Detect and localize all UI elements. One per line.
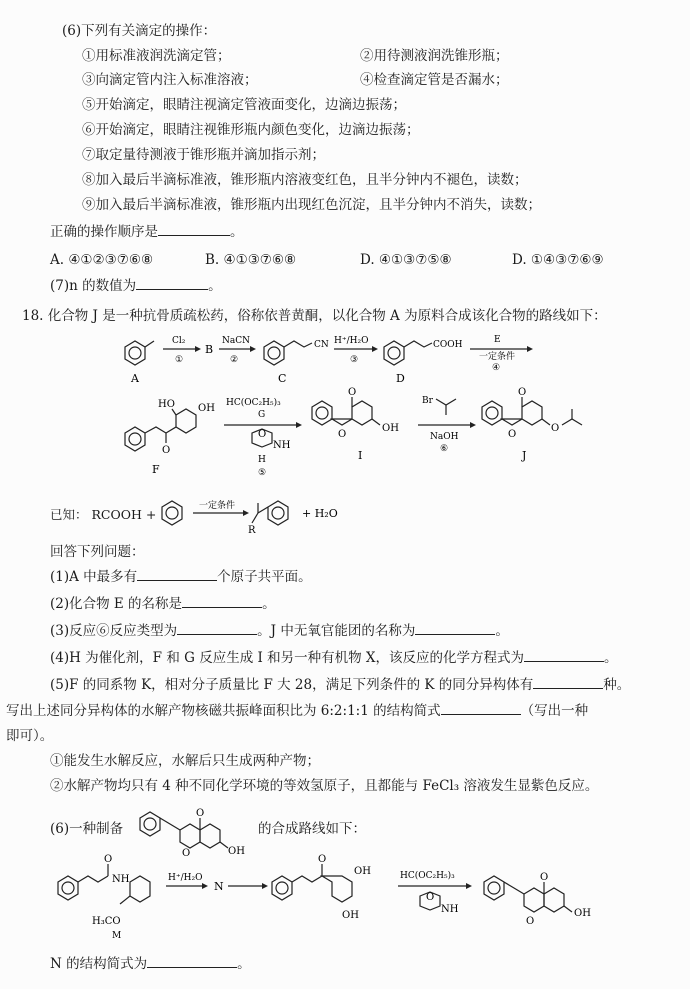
m-h3co: H₃CO — [92, 916, 121, 927]
sub5-line2-suffix: （写出一种 — [520, 703, 589, 719]
label-f: F — [152, 463, 160, 476]
known-prefix: 已知： RCOOH + — [50, 507, 157, 522]
arrow-intermediate-to-product — [398, 870, 472, 915]
answer-blank[interactable] — [533, 676, 603, 689]
reagent-br: Br — [422, 396, 433, 406]
step-4-label: ④ — [492, 363, 501, 373]
sub5-suffix: 种。 — [603, 677, 631, 693]
answer-blank[interactable] — [415, 622, 495, 635]
compound-c-structure — [264, 340, 329, 365]
ring-o: O — [338, 429, 347, 440]
intermediate-structure — [272, 854, 371, 921]
sub-question-4 — [50, 649, 618, 667]
sub3-middle: 。J 中无氧官能团的名称为 — [257, 623, 416, 639]
ketone-product-structure — [248, 501, 288, 536]
sub2-prefix: (2)化合物 E 的名称是 — [50, 596, 183, 612]
answer-blank[interactable] — [136, 277, 208, 290]
answer-blank[interactable] — [177, 622, 257, 635]
j-ring-o: O — [508, 429, 517, 440]
arrow-6 — [418, 396, 476, 454]
j-chromone-o: O — [518, 387, 527, 398]
label-j: J — [522, 449, 527, 462]
n-structure-question — [50, 955, 251, 973]
compound-f-structure — [125, 399, 215, 456]
product-ring-o: O — [526, 916, 535, 927]
cn-group: CN — [314, 340, 329, 350]
answer-blank[interactable] — [182, 595, 262, 608]
q6-choice-d: D. ①④③⑦⑥⑨ — [512, 252, 604, 268]
r-group: R — [248, 525, 256, 536]
sub4-suffix: 。 — [604, 650, 618, 666]
compound-j-structure — [482, 387, 582, 440]
morpholine-o: O — [258, 429, 267, 440]
sub3-suffix: 。 — [495, 623, 509, 639]
product-oh: OH — [574, 908, 591, 919]
answer-blank[interactable] — [137, 568, 217, 581]
sub6-prefix: (6)一种制备 — [50, 821, 124, 837]
q6-order-question: 正确的操作顺序是 。 — [50, 224, 244, 240]
label-g: G — [258, 410, 266, 420]
reagent-h-h2o-2: H⁺/H₂O — [168, 873, 203, 883]
q6-op-7: ⑦取定量待测液于锥形瓶并滴加指示剂； — [82, 147, 325, 163]
known-condition: 一定条件 — [199, 501, 236, 511]
route-row-1 — [0, 325, 690, 385]
q7-question: (7)n 的数值为 。 — [50, 278, 222, 294]
m-nh: NH — [112, 874, 130, 885]
morpholine-nh: NH — [273, 440, 291, 451]
sub1-suffix: 个原子共平面。 — [217, 569, 312, 585]
reagent-naoh: NaOH — [430, 432, 459, 442]
sub5-line3: 即可）。 — [6, 728, 54, 744]
q6-choice-c: D. ④①③⑦⑤⑧ — [360, 252, 452, 268]
reagent-cl2: Cl₂ — [172, 336, 186, 346]
step-2-label: ② — [230, 355, 239, 365]
known-suffix: + H₂O — [302, 507, 338, 520]
chromone-o: O — [348, 387, 357, 398]
q6-op-8: ⑧加入最后半滴标准液，锥形瓶内溶液变红色，且半分钟内不褪色，读数； — [82, 172, 528, 188]
target-ring-o: O — [182, 848, 191, 859]
q6-op-9: ⑨加入最后半滴标准液，锥形瓶内出现红色沉淀，且半分钟内不消失，读数； — [82, 197, 541, 213]
condition-1: ①能发生水解反应，水解后只生成两种产物； — [50, 753, 320, 769]
label-c: C — [278, 372, 287, 385]
arrow-m-to-n — [166, 873, 208, 889]
label-b: B — [205, 343, 214, 356]
arrow-3 — [334, 336, 378, 365]
reagent-h-h2o: H⁺/H₂O — [334, 336, 369, 346]
q6-op-2: ②用待测液润洗锥形瓶； — [360, 48, 509, 64]
q7-prompt: (7)n 的数值为 — [50, 278, 137, 294]
step-3-label: ③ — [350, 355, 359, 365]
sub6-route — [0, 852, 690, 944]
answer-blank[interactable] — [524, 649, 604, 662]
reagent-hc-oc2h5: HC(OC₂H₅)₃ — [226, 398, 281, 408]
condition-label: 一定条件 — [479, 352, 516, 362]
morpholine-nh-2: NH — [441, 904, 459, 915]
q6-order-prompt: 正确的操作顺序是 — [50, 224, 158, 240]
compound-a-structure — [125, 341, 154, 365]
arrow-2 — [219, 336, 256, 365]
step-1-label: ① — [175, 355, 184, 365]
sub-question-1 — [50, 568, 312, 586]
step-6-label: ⑥ — [440, 444, 449, 454]
label-a: A — [131, 372, 139, 385]
q6-choice-a: A. ④①②③⑦⑥⑧ — [50, 252, 154, 268]
arrow-5 — [224, 397, 302, 478]
sub4-prefix: (4)H 为催化剂，F 和 G 反应生成 I 和另一种有机物 X，该反应的化学方程式为 — [50, 650, 525, 666]
q18-stem: 18. 化合物 J 是一种抗骨质疏松药，俗称依普黄酮，以化合物 A 为原料合成该化合物的路线如下： — [22, 308, 607, 324]
sub5-prefix: (5)F 的同系物 K，相对分子质量比 F 大 28，满足下列条件的 K 的同分异构体有 — [50, 677, 534, 693]
target-oh: OH — [228, 846, 245, 857]
arrow-1 — [163, 336, 201, 365]
label-i: I — [358, 449, 363, 462]
intermediate-o: O — [318, 854, 327, 865]
q6-title: (6)下列有关滴定的操作： — [62, 23, 217, 39]
target-ketone-o: O — [196, 808, 205, 819]
label-h: H — [258, 455, 266, 465]
j-ether-o: O — [551, 423, 560, 434]
intermediate-oh-1: OH — [354, 866, 371, 877]
q6-op-1: ①用标准液润洗滴定管； — [82, 48, 231, 64]
q6-op-5: ⑤开始滴定，眼睛注视滴定管液面变化，边滴边振荡； — [82, 97, 406, 113]
compound-d-structure — [384, 340, 463, 365]
q6-op-3: ③向滴定管内注入标准溶液； — [82, 72, 258, 88]
compound-m-structure — [58, 854, 150, 941]
ketone-o: O — [162, 445, 171, 456]
m-amide-o: O — [104, 854, 113, 865]
reagent-nacn: NaCN — [222, 336, 251, 346]
product-ketone-o: O — [540, 872, 549, 883]
oh-group: OH — [198, 403, 215, 414]
answer-intro: 回答下列问题： — [50, 544, 145, 560]
route-row-2 — [0, 385, 690, 480]
reagent-e: E — [494, 335, 501, 345]
label-n: N — [214, 880, 224, 893]
sub-question-2 — [50, 595, 276, 613]
sub2-suffix: 。 — [262, 596, 276, 612]
q6-choice-b: B. ④①③⑦⑥⑧ — [205, 252, 297, 268]
sub-question-3 — [50, 622, 509, 640]
compound-i-structure — [312, 387, 399, 440]
final-product-structure — [484, 872, 591, 927]
ho-group: HO — [158, 399, 175, 410]
answer-blank[interactable] — [441, 702, 521, 715]
condition-2: ②水解产物均只有 4 种不同化学环境的等效氢原子，且都能与 FeCl₃ 溶液发生显紫色反应。 — [50, 778, 599, 794]
sub-question-5-line-2 — [6, 702, 588, 720]
sub1-prefix: (1)A 中最多有 — [50, 569, 138, 585]
n-prompt-suffix: 。 — [237, 956, 251, 972]
answer-blank[interactable] — [147, 955, 237, 968]
step-5-label: ⑤ — [258, 468, 267, 478]
sub-question-5 — [50, 676, 630, 694]
q6-op-4: ④检查滴定管是否漏水； — [360, 72, 509, 88]
i-oh-group: OH — [382, 423, 399, 434]
benzene-reactant-structure — [162, 501, 182, 525]
sub5-line2-prefix: 写出上述同分异构体的水解产物核磁共振峰面积比为 6:2:1:1 的结构简式 — [6, 703, 441, 719]
n-prompt-prefix: N 的结构简式为 — [50, 956, 148, 972]
reagent-hc-oc2h5-2: HC(OC₂H₅)₃ — [400, 871, 455, 881]
q6-op-6: ⑥开始滴定，眼睛注视锥形瓶内颜色变化，边滴边振荡； — [82, 122, 420, 138]
cooh-group: COOH — [433, 340, 463, 350]
answer-blank[interactable] — [158, 223, 230, 236]
arrow-n-to-intermediate — [228, 883, 268, 889]
morpholine-o-2: O — [426, 892, 435, 903]
sub6-suffix: 的合成路线如下： — [258, 821, 366, 837]
label-d: D — [396, 372, 405, 385]
arrow-4 — [470, 335, 533, 373]
sub3-prefix: (3)反应⑥反应类型为 — [50, 623, 178, 639]
intermediate-oh-2: OH — [342, 910, 359, 921]
label-m: M — [112, 931, 122, 941]
known-reaction — [0, 495, 690, 535]
